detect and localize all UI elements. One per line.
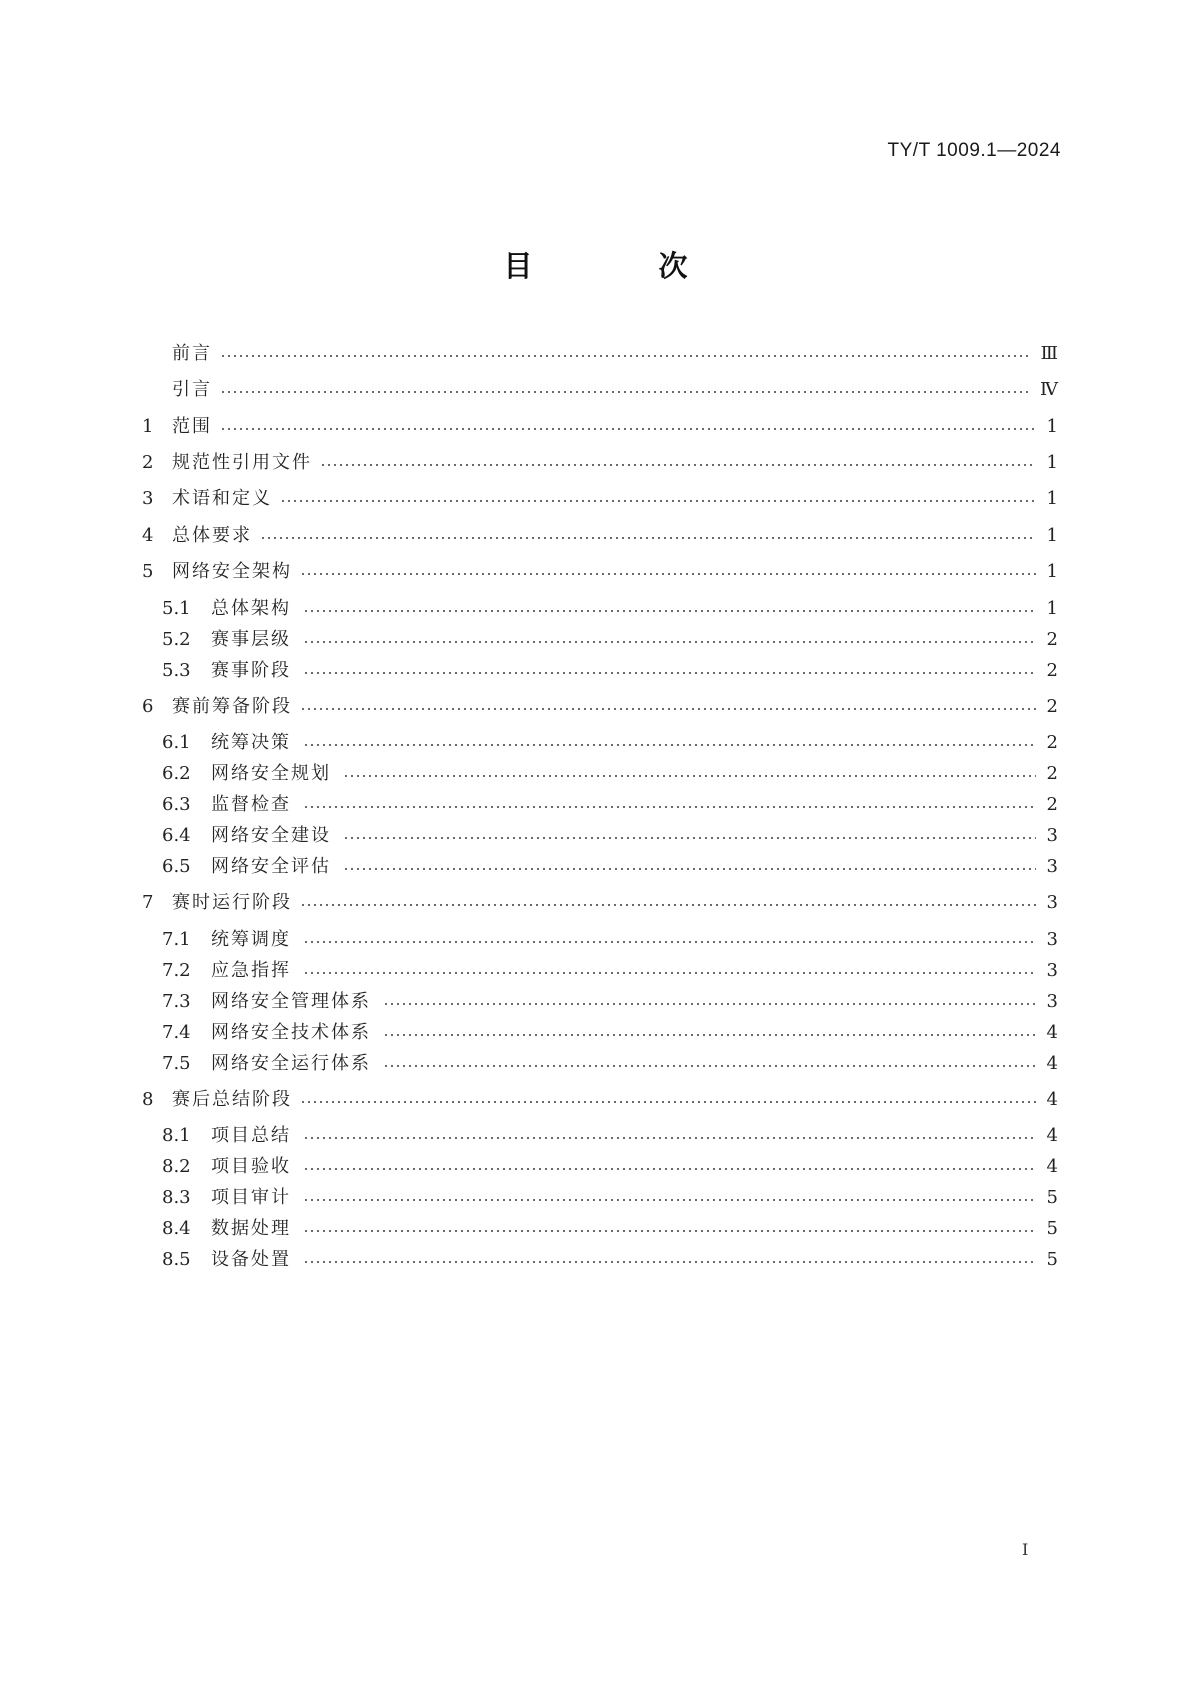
dot-leader [300, 890, 1036, 916]
toc-entry-number: 5 [142, 561, 154, 582]
toc-subentry[interactable] [162, 761, 1058, 787]
dot-leader [303, 1123, 1036, 1149]
toc-entry-title: 网络安全技术体系 [211, 1022, 371, 1043]
toc-entry-title: 范围 [172, 416, 212, 437]
toc-entry[interactable] [142, 1087, 1058, 1113]
toc-entry-page: 3 [1046, 991, 1058, 1012]
dot-leader [300, 559, 1036, 585]
toc-entry-number: 5.2 [162, 629, 191, 650]
toc-entry-title: 前言 [172, 343, 212, 364]
dot-leader [303, 730, 1036, 756]
toc-subentry[interactable] [162, 1020, 1058, 1046]
toc-entry-number: 6 [142, 696, 154, 717]
toc-entry[interactable] [142, 890, 1058, 916]
toc-entry-title: 项目总结 [211, 1125, 291, 1146]
toc-entry-page: 1 [1046, 561, 1058, 582]
toc-entry-title: 项目审计 [211, 1187, 291, 1208]
toc-entry[interactable] [142, 523, 1058, 549]
dot-leader [343, 761, 1036, 787]
toc-entry-number: 8.2 [162, 1156, 191, 1177]
toc-entry-page: 5 [1046, 1218, 1058, 1239]
toc-entry-number: 3 [142, 488, 154, 509]
toc-entry-title: 赛事阶段 [211, 660, 291, 681]
toc-entry-number: 7.2 [162, 960, 191, 981]
toc-subentry[interactable] [162, 1247, 1058, 1273]
dot-leader [383, 1020, 1036, 1046]
toc-entry-title: 总体架构 [211, 598, 291, 619]
toc-subentry[interactable] [162, 730, 1058, 756]
dot-leader [383, 1051, 1036, 1077]
toc-entry-page: 3 [1046, 892, 1058, 913]
toc-entry-number: 8 [142, 1089, 154, 1110]
toc-entry-title: 网络安全建设 [211, 825, 331, 846]
toc-subentry[interactable] [162, 1051, 1058, 1077]
toc-entry[interactable] [142, 450, 1058, 476]
toc-entry-number: 7.1 [162, 929, 191, 950]
toc-entry-number: 7.5 [162, 1053, 191, 1074]
toc-entry[interactable] [142, 341, 1058, 367]
toc-entry-page: 2 [1046, 763, 1058, 784]
dot-leader [220, 341, 1031, 367]
toc-entry-number: 8.1 [162, 1125, 191, 1146]
dot-leader [303, 627, 1036, 653]
toc-entry-page: 4 [1046, 1022, 1058, 1043]
toc-entry-title: 网络安全管理体系 [211, 991, 371, 1012]
dot-leader [383, 989, 1036, 1015]
dot-leader [303, 1247, 1036, 1273]
dot-leader [220, 414, 1036, 440]
toc-subentry[interactable] [162, 627, 1058, 653]
toc-entry-number: 8.3 [162, 1187, 191, 1208]
toc-entry-page: 4 [1046, 1089, 1058, 1110]
toc-entry-title: 监督检查 [211, 794, 291, 815]
toc-entry-title: 统筹调度 [211, 929, 291, 950]
toc-entry-page: 1 [1046, 488, 1058, 509]
toc-entry-page: 1 [1046, 598, 1058, 619]
toc-subentry[interactable] [162, 1123, 1058, 1149]
toc-entry-title: 应急指挥 [211, 960, 291, 981]
toc-entry-number: 6.1 [162, 732, 191, 753]
toc-entry[interactable] [142, 486, 1058, 512]
toc-entry-number: 6.5 [162, 856, 191, 877]
toc-entry-number: 6.2 [162, 763, 191, 784]
toc-subentry[interactable] [162, 958, 1058, 984]
toc-entry-number: 5.1 [162, 598, 191, 619]
toc-entry-title: 统筹决策 [211, 732, 291, 753]
toc-entry-number: 8.4 [162, 1218, 191, 1239]
dot-leader [303, 927, 1036, 953]
toc-subentry[interactable] [162, 1185, 1058, 1211]
toc-entry-page: 5 [1046, 1187, 1058, 1208]
page-title: 目 次 [503, 249, 746, 283]
toc-entry-number: 6.3 [162, 794, 191, 815]
dot-leader [343, 854, 1036, 880]
toc-entry-page: 3 [1046, 856, 1058, 877]
document-code: TY/T 1009.1—2024 [887, 140, 1061, 161]
toc-entry-page: 3 [1046, 960, 1058, 981]
toc-entry-title: 数据处理 [211, 1218, 291, 1239]
toc-entry-page: 2 [1046, 794, 1058, 815]
toc-entry-title: 引言 [172, 379, 212, 400]
dot-leader [300, 1087, 1036, 1113]
dot-leader [303, 958, 1036, 984]
toc-entry-page: 3 [1046, 929, 1058, 950]
toc-entry-title: 网络安全运行体系 [211, 1053, 371, 1074]
toc-entry-title: 总体要求 [172, 525, 252, 546]
toc-entry-title: 网络安全规划 [211, 763, 331, 784]
toc-entry-page: 5 [1046, 1249, 1058, 1270]
toc-entry-number: 7.3 [162, 991, 191, 1012]
toc-entry[interactable] [142, 377, 1058, 403]
toc-subentry[interactable] [162, 854, 1058, 880]
dot-leader [303, 1216, 1036, 1242]
toc-entry-title: 赛事层级 [211, 629, 291, 650]
dot-leader [320, 450, 1036, 476]
toc-subentry[interactable] [162, 823, 1058, 849]
dot-leader [303, 792, 1036, 818]
toc-entry-title: 网络安全评估 [211, 856, 331, 877]
dot-leader [343, 823, 1036, 849]
toc-entry-page: 2 [1046, 732, 1058, 753]
toc-entry-title: 术语和定义 [172, 488, 272, 509]
dot-leader [303, 596, 1036, 622]
toc-entry-page: 4 [1046, 1125, 1058, 1146]
toc-entry-page: 3 [1046, 825, 1058, 846]
toc-subentry[interactable] [162, 1216, 1058, 1242]
toc-entry-page: 2 [1046, 629, 1058, 650]
toc-entry-number: 1 [142, 416, 154, 437]
toc-entry-number: 4 [142, 525, 154, 546]
toc-subentry[interactable] [162, 596, 1058, 622]
toc-entry-page: 4 [1046, 1053, 1058, 1074]
toc-entry-title: 项目验收 [211, 1156, 291, 1177]
dot-leader [280, 486, 1036, 512]
toc-entry-page: Ⅲ [1040, 343, 1058, 364]
toc-entry-title: 设备处置 [211, 1249, 291, 1270]
dot-leader [260, 523, 1036, 549]
toc-entry-page: 2 [1046, 660, 1058, 681]
toc-entry[interactable] [142, 694, 1058, 720]
toc-subentry[interactable] [162, 927, 1058, 953]
toc-entry-number: 7.4 [162, 1022, 191, 1043]
toc-entry-title: 赛时运行阶段 [172, 892, 292, 913]
toc-entry-page: 2 [1046, 696, 1058, 717]
toc-entry-number: 7 [142, 892, 154, 913]
dot-leader [303, 658, 1036, 684]
dot-leader [303, 1154, 1036, 1180]
toc-entry-page: Ⅳ [1040, 379, 1058, 400]
dot-leader [220, 377, 1030, 403]
page-folio: I [1022, 1540, 1029, 1559]
toc-entry-number: 5.3 [162, 660, 191, 681]
toc-entry-title: 赛前筹备阶段 [172, 696, 292, 717]
toc-entry-number: 2 [142, 452, 154, 473]
dot-leader [300, 694, 1036, 720]
toc-subentry[interactable] [162, 658, 1058, 684]
toc-entry-page: 4 [1046, 1156, 1058, 1177]
toc-entry-number: 8.5 [162, 1249, 191, 1270]
toc-entry-page: 1 [1046, 416, 1058, 437]
dot-leader [303, 1185, 1036, 1211]
toc-subentry[interactable] [162, 792, 1058, 818]
toc-entry-page: 1 [1046, 452, 1058, 473]
toc-entry-title: 赛后总结阶段 [172, 1089, 292, 1110]
toc-subentry[interactable] [162, 989, 1058, 1015]
toc-entry[interactable] [142, 559, 1058, 585]
toc-entry-title: 规范性引用文件 [172, 452, 312, 473]
toc-entry-page: 1 [1046, 525, 1058, 546]
toc-entry[interactable] [142, 414, 1058, 440]
toc-subentry[interactable] [162, 1154, 1058, 1180]
toc-entry-number: 6.4 [162, 825, 191, 846]
toc-entry-title: 网络安全架构 [172, 561, 292, 582]
